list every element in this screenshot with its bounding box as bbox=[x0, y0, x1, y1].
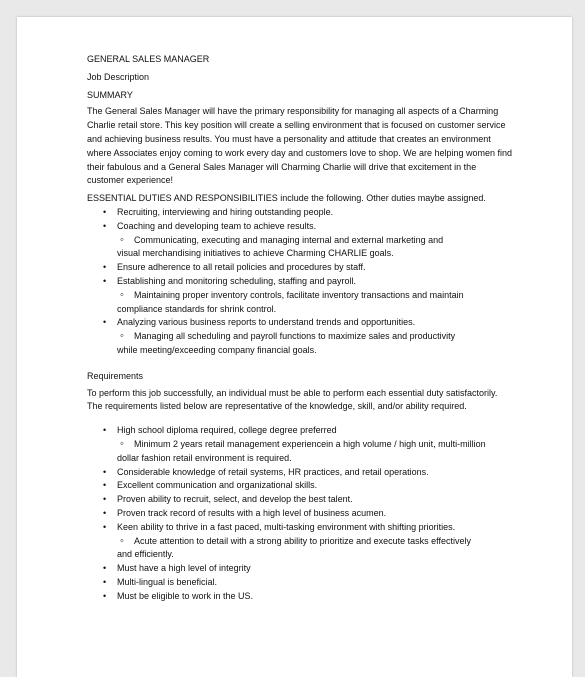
requirement-item-text: • High school diploma required, college degree preferred bbox=[117, 425, 337, 436]
requirement-item bbox=[87, 562, 519, 576]
document-content bbox=[87, 53, 519, 603]
requirement-item-text: • Must be eligible to work in the US. bbox=[117, 590, 254, 601]
requirement-item-text: • Must have a high level of integrity bbox=[117, 563, 251, 574]
duty-item bbox=[87, 316, 519, 330]
duty-item bbox=[87, 275, 519, 289]
duty-item-text: compliance standards for shrink control. bbox=[117, 303, 277, 314]
requirement-item bbox=[87, 576, 519, 590]
requirement-item bbox=[87, 521, 519, 535]
duty-item-text: ◦ Maintaining proper inventory controls, facilitate inventory transactions and maintain bbox=[134, 289, 464, 300]
duty-item-text: ◦ Communicating, executing and managing internal and external marketing and bbox=[134, 234, 444, 245]
requirement-item-text: and efficiently. bbox=[117, 549, 174, 560]
duties-list bbox=[87, 206, 519, 358]
requirement-item bbox=[87, 438, 519, 466]
duty-item bbox=[87, 234, 519, 262]
requirement-item-text: ◦ Minimum 2 years retail management experiencein a high volume / high unit, multi-million bbox=[134, 438, 486, 449]
requirements-heading: Requirements bbox=[87, 370, 144, 381]
duty-item bbox=[87, 220, 519, 234]
document-title: GENERAL SALES MANAGER bbox=[87, 54, 210, 64]
summary-line: and achieving business results. You must have a personality and attitude that creates an environment bbox=[87, 133, 491, 144]
summary-line: Charlie retail store. This key position will create a selling environment that is focused on customer service bbox=[87, 120, 506, 131]
requirement-item-text: • Keen ability to thrive in a fast paced, multi-tasking environment with shifting priorities. bbox=[117, 521, 456, 532]
requirement-item-text: • Proven ability to recruit, select, and develop the best talent. bbox=[117, 494, 353, 505]
requirements-intro-line: The requirements listed below are representative of the knowledge, skill, and/or ability required. bbox=[87, 401, 467, 412]
duty-item bbox=[87, 289, 519, 317]
requirement-item-text: ◦ Acute attention to detail with a strong ability to prioritize and execute tasks effectively bbox=[134, 535, 472, 546]
duty-item-text: while meeting/exceeding company financial goals. bbox=[117, 344, 317, 355]
duty-item-text: • Analyzing various business reports to understand trends and opportunities. bbox=[117, 317, 416, 328]
summary-line: where Associates enjoy coming to work every day and customers love to shop. We are helping women find bbox=[87, 147, 513, 158]
duty-item bbox=[87, 330, 519, 358]
document-subtitle: Job Description bbox=[87, 71, 150, 82]
duties-heading: ESSENTIAL DUTIES AND RESPONSIBILITIES include the following. Other duties maybe assigned. bbox=[87, 193, 486, 204]
requirement-item-text: • Proven track record of results with a high level of business acumen. bbox=[117, 507, 387, 518]
summary-line: The General Sales Manager will have the primary responsibility for managing all aspects of a Charming bbox=[87, 106, 499, 117]
requirement-item bbox=[87, 479, 519, 493]
requirement-item bbox=[87, 466, 519, 480]
duty-item bbox=[87, 261, 519, 275]
summary-line: customer experience! bbox=[87, 175, 174, 186]
summary-heading: SUMMARY bbox=[87, 89, 133, 100]
requirement-item-text: • Considerable knowledge of retail systems, HR practices, and retail operations. bbox=[117, 466, 429, 477]
duty-item-text: • Recruiting, interviewing and hiring outstanding people. bbox=[117, 206, 334, 217]
requirement-item bbox=[87, 535, 519, 563]
summary-line: their fabulous and a General Sales Manager will Charming Charlie will drive that excitement in the bbox=[87, 161, 477, 172]
summary-paragraph bbox=[87, 105, 519, 188]
requirement-item-text: • Multi-lingual is beneficial. bbox=[117, 576, 218, 587]
duty-item bbox=[87, 206, 519, 220]
requirement-item bbox=[87, 424, 519, 438]
duty-item-text: • Ensure adherence to all retail policies and procedures by staff. bbox=[117, 262, 366, 273]
duty-item-text: visual merchandising initiatives to achieve Charming CHARLIE goals. bbox=[117, 248, 394, 259]
requirement-item-text: • Excellent communication and organizational skills. bbox=[117, 480, 318, 491]
requirement-item bbox=[87, 507, 519, 521]
requirement-item bbox=[87, 493, 519, 507]
duty-item-text: ◦ Managing all scheduling and payroll functions to maximize sales and productivity bbox=[134, 331, 456, 342]
duty-item-text: • Establishing and monitoring scheduling, staffing and payroll. bbox=[117, 275, 356, 286]
requirement-item bbox=[87, 590, 519, 604]
requirements-intro bbox=[87, 387, 519, 415]
document-page bbox=[17, 17, 572, 677]
requirements-list bbox=[87, 424, 519, 603]
requirement-item-text: dollar fashion retail environment is required. bbox=[117, 452, 292, 463]
requirements-intro-line: To perform this job successfully, an individual must be able to perform each essential duty satisfactorily. bbox=[87, 387, 498, 398]
duty-item-text: • Coaching and developing team to achieve results. bbox=[117, 220, 317, 231]
